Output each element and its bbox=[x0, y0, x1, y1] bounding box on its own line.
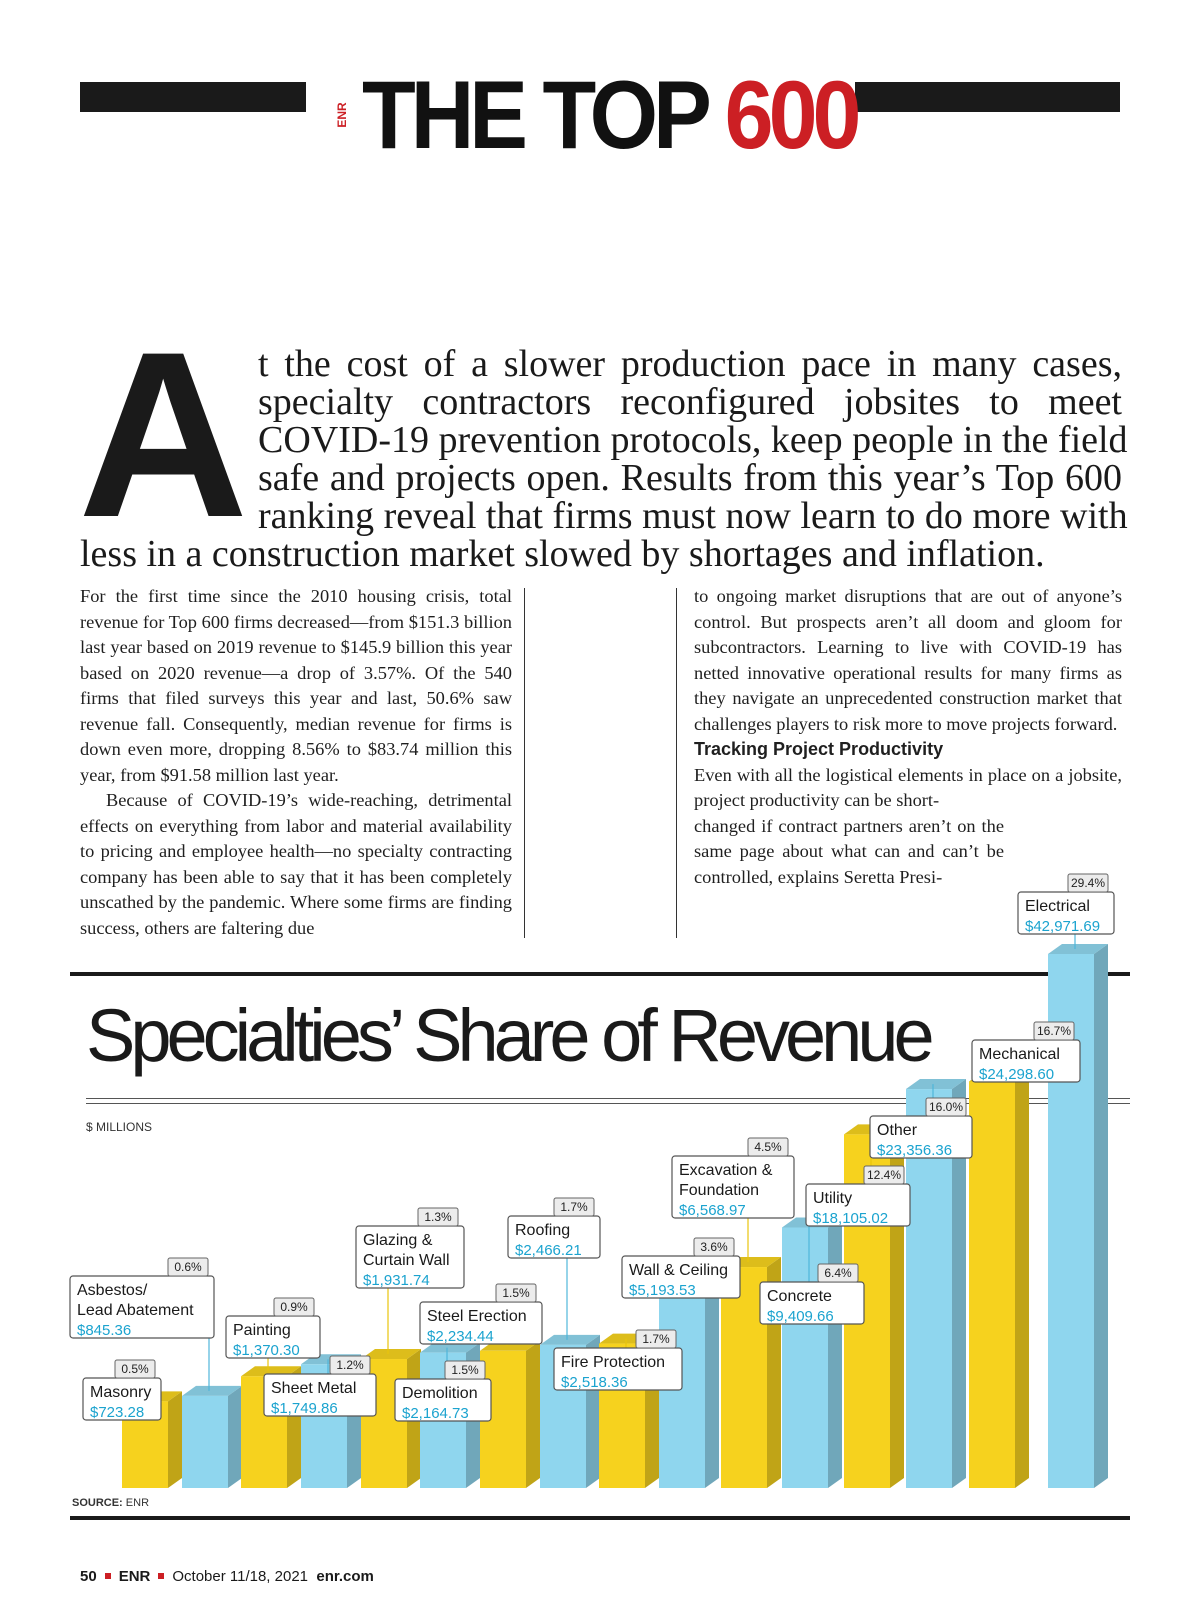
data-label bbox=[420, 1284, 542, 1346]
lede-line-4: safe and projects open. Results from this year’s Top 600 bbox=[258, 457, 1122, 499]
value-label: $2,518.36 bbox=[561, 1374, 628, 1391]
chart-source-value: ENR bbox=[125, 1497, 150, 1509]
category-label: Fire Protection bbox=[561, 1354, 666, 1371]
value-label: $24,298.60 bbox=[979, 1066, 1055, 1083]
category-label: Concrete bbox=[767, 1288, 832, 1305]
bar bbox=[182, 1386, 242, 1488]
bar-side bbox=[1094, 944, 1108, 1488]
category-label: Demolition bbox=[402, 1385, 478, 1402]
page-folio bbox=[80, 1568, 374, 1585]
bar-side bbox=[828, 1217, 842, 1488]
pct-label: 0.5% bbox=[121, 1362, 149, 1376]
body-paragraph: changed if contract partners aren’t on the same page about what can and can’t be controlled, explains Seretta Presi- bbox=[694, 815, 1004, 887]
lede-line-3: COVID-19 prevention protocols, keep people in the field bbox=[258, 419, 1128, 461]
value-label: $42,971.69 bbox=[1025, 918, 1101, 935]
pct-label: 1.5% bbox=[451, 1363, 479, 1377]
category-label: Other bbox=[877, 1122, 918, 1139]
pct-label: 1.7% bbox=[560, 1200, 588, 1214]
category-label: Excavation & bbox=[679, 1162, 773, 1179]
chart-unit-label: $ MILLIONS bbox=[86, 1120, 153, 1134]
value-label: $723.28 bbox=[90, 1404, 145, 1421]
folio-brand: ENR bbox=[118, 1568, 151, 1585]
pct-label: 12.4% bbox=[866, 1168, 902, 1182]
bar-side bbox=[228, 1386, 242, 1488]
chart-title: Specialties’ Share of Revenue bbox=[86, 994, 930, 1077]
bar bbox=[782, 1217, 842, 1488]
category-label: Asbestos/ bbox=[77, 1282, 148, 1299]
data-label bbox=[1018, 874, 1114, 949]
category-label: Glazing & bbox=[363, 1232, 433, 1249]
category-label: Utility bbox=[813, 1190, 853, 1207]
data-label bbox=[972, 1022, 1080, 1083]
value-label: $2,466.21 bbox=[515, 1242, 582, 1259]
data-label bbox=[622, 1238, 740, 1299]
value-label: $2,164.73 bbox=[402, 1405, 469, 1422]
bar-side bbox=[168, 1391, 182, 1488]
category-label: Roofing bbox=[515, 1222, 571, 1239]
body-paragraph: For the first time since the 2010 housing crisis, total revenue for Top 600 firms decreased—from $151.3 billion last year based on 2019 revenue to $145.9 billion this year based on 2020 revenue—a drop of 3.57%. Of the 540 firms that filed surveys this year and last, 50.6% saw revenue fall. Consequently, median revenue for firms is down even more, dropping 8.56% to $83.74 million this year, from $91.58 million last year. bbox=[80, 586, 512, 785]
header-tag: ENR bbox=[335, 102, 349, 128]
body-paragraph: Because of COVID-19’s wide-reaching, detrimental effects on everything from labor and material availability to pricing and employee health—no specialty contracting company has been able to say that it has been completely unscathed by the pandemic. Where some firms are finding success, others are faltering due bbox=[80, 790, 512, 938]
folio-url: enr.com bbox=[316, 1568, 374, 1585]
bar bbox=[969, 1071, 1029, 1488]
value-label: $18,105.02 bbox=[813, 1210, 889, 1227]
page-title-red: 600 bbox=[724, 60, 857, 169]
bar-front bbox=[969, 1081, 1015, 1488]
category-label: Wall & Ceiling bbox=[629, 1262, 728, 1279]
pct-label: 16.7% bbox=[1036, 1024, 1072, 1038]
pct-label: 4.5% bbox=[754, 1140, 782, 1154]
bar-side bbox=[1015, 1071, 1029, 1488]
lede-line-2: specialty contractors reconfigured jobsites to meet bbox=[258, 381, 1122, 423]
separator-square-icon bbox=[105, 1573, 111, 1579]
page-number: 50 bbox=[80, 1568, 97, 1585]
page-title-black: THE TOP bbox=[362, 60, 706, 169]
pct-label: 6.4% bbox=[824, 1266, 852, 1280]
lede-line-1: t the cost of a slower production pace in many cases, bbox=[258, 343, 1122, 385]
pct-label: 29.4% bbox=[1070, 876, 1106, 890]
value-label: $845.36 bbox=[77, 1322, 132, 1339]
value-label: $9,409.66 bbox=[767, 1308, 834, 1325]
pct-label: 16.0% bbox=[928, 1100, 964, 1114]
pct-label: 1.2% bbox=[336, 1358, 364, 1372]
category-label: Electrical bbox=[1025, 898, 1090, 915]
separator-square-icon bbox=[158, 1573, 164, 1579]
data-label bbox=[226, 1298, 320, 1371]
data-label bbox=[83, 1360, 161, 1421]
value-label: $2,234.44 bbox=[427, 1328, 494, 1345]
category-label: Steel Erection bbox=[427, 1308, 527, 1325]
value-label: $23,356.36 bbox=[877, 1142, 953, 1159]
lede-line-5: ranking reveal that firms must now learn to do more with bbox=[258, 495, 1128, 537]
bar-side bbox=[526, 1341, 540, 1488]
value-label: $6,568.97 bbox=[679, 1202, 746, 1219]
category-label: Sheet Metal bbox=[271, 1380, 357, 1397]
pct-label: 1.7% bbox=[642, 1332, 670, 1346]
body-paragraph: Even with all the logistical elements in place on a jobsite, project productivity can be short- bbox=[694, 764, 1122, 810]
value-label: $1,931.74 bbox=[363, 1272, 430, 1289]
pct-label: 1.5% bbox=[502, 1286, 530, 1300]
pct-label: 1.3% bbox=[424, 1210, 452, 1224]
category-label: Painting bbox=[233, 1322, 291, 1339]
body-paragraph: to ongoing market disruptions that are out of anyone’s control. But prospects aren’t all doom and gloom for subcontractors. Learning to live with COVID-19 has netted innovative operational results for many firms as they navigate an unprecedented construction market that challenges players to risk more to move projects forward. bbox=[694, 586, 1122, 734]
lede-line-6: less in a construction market slowed by shortages and inflation. bbox=[80, 533, 1045, 575]
pct-label: 3.6% bbox=[700, 1240, 728, 1254]
chart-source-label: SOURCE: bbox=[72, 1497, 123, 1509]
drop-cap: A bbox=[78, 303, 249, 567]
category-label: Foundation bbox=[679, 1182, 760, 1199]
section-subhead: Tracking Project Productivity bbox=[694, 739, 944, 759]
value-label: $1,749.86 bbox=[271, 1400, 338, 1417]
pct-label: 0.6% bbox=[174, 1260, 202, 1274]
bar-front bbox=[182, 1396, 228, 1488]
category-label: Lead Abatement bbox=[77, 1302, 194, 1319]
pct-label: 0.9% bbox=[280, 1300, 308, 1314]
category-label: Mechanical bbox=[979, 1046, 1060, 1063]
value-label: $5,193.53 bbox=[629, 1282, 696, 1299]
bar-side bbox=[705, 1279, 719, 1488]
category-label: Curtain Wall bbox=[363, 1252, 450, 1269]
folio-date: October 11/18, 2021 bbox=[172, 1568, 309, 1585]
category-label: Masonry bbox=[90, 1384, 152, 1401]
value-label: $1,370.30 bbox=[233, 1342, 300, 1359]
